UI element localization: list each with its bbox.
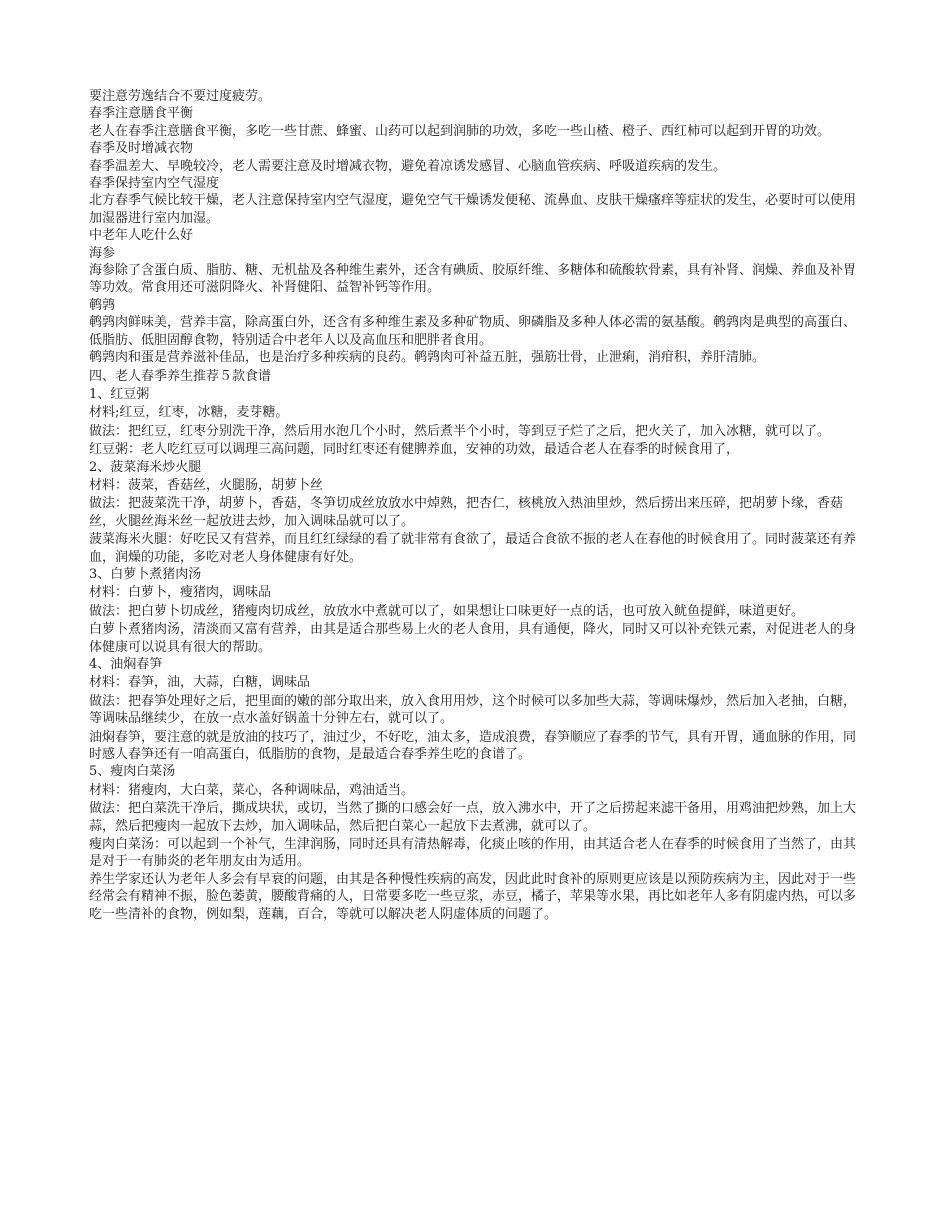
recipe-note: 瘦肉白菜汤：可以起到一个补气，生津润肠，同时还具有清热解毒，化痰止咳的作用，由其适合老人在春季的时候食用了当然了，由其是对于一有肺炎的老年朋友由为适用。	[89, 837, 857, 870]
food-title-haishen: 海参	[89, 245, 116, 261]
section-heading-middle-aged: 中老年人吃什么好	[89, 228, 194, 244]
recipe-method: 做法：把红豆，红枣分别洗干净，然后用水泡几个小时，然后煮半个小时，等到豆子烂了之后，把火关了，加入冰糖，就可以了。	[89, 423, 831, 439]
recipe-block	[89, 459, 857, 566]
recipe-method: 做法：把白菜洗干净后，撕成块状，或切，当然了撕的口感会好一点，放入沸水中，开了之后捞起来滤干备用，用鸡油把炒熟，加上大蒜，然后把瘦肉一起放下去炒，加入调味品，然后把白菜心一起放下去煮沸，就可以了。	[89, 801, 857, 834]
recipe-method: 做法：把菠菜洗干净，胡萝卜，香菇，冬笋切成丝放放水中焯熟，把杏仁，核桃放入热油里炒，然后捞出来压碎，把胡萝卜缘，香菇丝，火腿丝海米丝一起放进去炒，加入调味品就可以了。	[89, 496, 844, 529]
food-body-anchun-2: 鹌鹑肉和蛋是营养滋补佳品，也是治疗多种疾病的良药。鹌鹑肉可补益五脏，强筋壮骨，止泄痢，消疳积，养肝清肺。	[89, 350, 766, 366]
tip-title: 春季注意膳食平衡	[89, 106, 194, 122]
recipe-note: 菠菜海米火腿：好吃民又有营养，而且红红绿绿的看了就非常有食欲了，最适合食欲不振的老人在春他的时候食用了。同时菠菜还有养血，润燥的功能，多吃对老人身体健康有好处。	[89, 532, 857, 565]
section-heading-recipes: 四、老人春季养生推荐５款食谱	[89, 368, 272, 384]
tip-body: 老人在春季注意膳食平衡，多吃一些甘蔗、蜂蜜、山药可以起到润肺的功效，多吃一些山楂、橙子、西红柿可以起到开胃的功效。	[89, 123, 831, 139]
recipe-note: 白萝卜煮猪肉汤，清淡而又富有营养，由其是适合那些易上火的老人食用，具有通便，降火，同时又可以补充铁元素，对促进老人的身体健康可以说具有很大的帮助。	[89, 622, 857, 655]
tip-body: 春季温差大、早晚较冷，老人需要注意及时增减衣物，避免着凉诱发感冒、心脑血管疾病、呼吸道疾病的发生。	[89, 158, 727, 174]
recipe-materials: 材料：白萝卜，瘦猪肉，调味品	[89, 585, 272, 601]
recipe-materials: 材料;红豆，红枣，冰糖，麦芽糖。	[89, 405, 289, 421]
recipe-block	[89, 656, 857, 763]
recipe-note: 油焖春笋，要注意的就是放油的技巧了，油过少，不好吃，油太多，造成浪费，春笋顺应了春季的节气，具有开胃，通血脉的作用，同时感人春笋还有一咱高蛋白，低脂肪的食物，是最适合春季养生吃的食谱了。	[89, 729, 857, 763]
food-title-anchun: 鹌鹑	[89, 297, 116, 313]
recipe-title: 5、瘦肉白菜汤	[89, 764, 176, 780]
recipe-block	[89, 566, 857, 656]
recipe-block	[89, 763, 857, 870]
tip-title: 春季及时增减衣物	[89, 141, 194, 157]
recipe-method: 做法：把春笋处理好之后，把里面的嫩的部分取出来，放入食用用炒，这个时候可以多加些大蒜，等调味爆炒，然后加入老抽，白糖，等调味品继续少，在放一点水盖好锅盖十分钟左右，就可以了。	[89, 693, 857, 727]
document-page	[89, 88, 857, 923]
tip-title: 春季保持室内空气湿度	[89, 176, 220, 192]
tip-body: 北方春季气候比较干燥，老人注意保持室内空气湿度，避免空气干燥诱发便秘、流鼻血、皮肤干燥瘙痒等症状的发生，必要时可以使用加湿器进行室内加湿。	[89, 193, 857, 226]
recipe-materials: 材料：菠菜，香菇丝，火腿肠，胡萝卜丝	[89, 477, 324, 493]
recipe-note: 红豆粥：老人吃红豆可以调理三高问题，同时红枣还有健脾养血，安神的功效，最适合老人在春季的时候食用了，	[89, 442, 740, 458]
food-body-anchun: 鹌鹑肉鲜味美，营养丰富，除高蛋白外，还含有多种维生素及多种矿物质、卵磷脂及多种人体必需的氨基酸。鹌鹑肉是典型的高蛋白、低脂肪、低胆固醇食物，特别适合中老年人以及高血压和肥胖者食用。	[89, 315, 857, 348]
food-body-haishen: 海参除了含蛋白质、脂肪、糖、无机盐及各种维生素外，还含有碘质、胶原纤维、多糖体和硫酸软骨素，具有补肾、润燥、养血及补胃等功效。常食用还可滋阴降火、补肾健阳、益智补钙等作用。	[89, 263, 857, 296]
closing-paragraph: 养生学家还认为老年人多会有早衰的问题，由其是各种慢性疾病的高发，因此此时食补的原则更应该是以预防疾病为主，因此对于一些经常会有精神不振，脸色萎黄，腰酸背痛的人，日常要多吃一些豆浆，赤豆，橘子，苹果等水果，再比如老年人多有阴虚内热，可以多吃一些清补的食物，例如梨，莲藕，百合，等就可以解决老人阴虚体质的问题了。	[89, 871, 857, 922]
recipe-title: 3、白萝卜煮猪肉汤	[89, 566, 202, 582]
recipe-materials: 材料：春笋，油，大蒜，白糖，调味品	[89, 675, 311, 691]
recipe-title: 4、油焖春笋	[89, 657, 163, 672]
recipe-materials: 材料：猪瘦肉，大白菜，菜心，各种调味品，鸡油适当。	[89, 782, 415, 798]
intro-text: 要注意劳逸结合不要过度疲劳。	[89, 89, 272, 104]
recipe-block	[89, 386, 857, 459]
recipe-title: 2、菠菜海米炒火腿	[89, 459, 202, 475]
recipe-method: 做法：把白萝卜切成丝，猪瘦肉切成丝，放放水中煮就可以了，如果想让口味更好一点的话，也可放入鱿鱼提鲜，味道更好。	[89, 603, 805, 619]
recipe-title: 1、红豆粥	[89, 386, 150, 402]
